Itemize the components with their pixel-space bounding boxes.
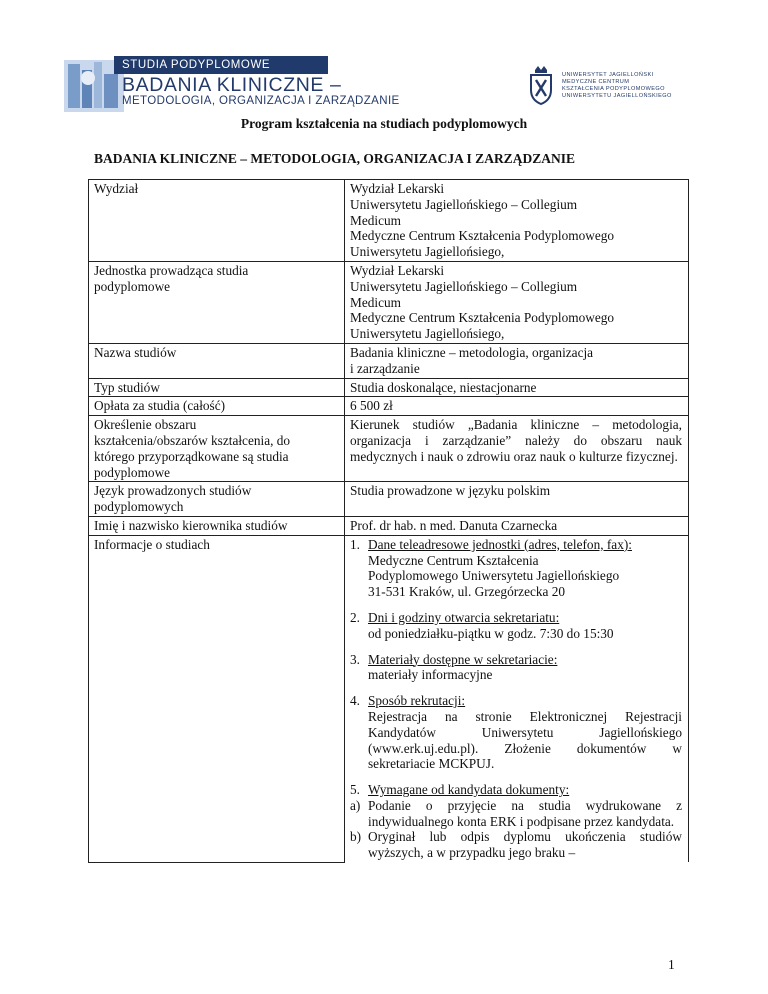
value-line: Uniwersytetu Jagiellońskiego – Collegium	[350, 196, 578, 212]
table-row-typ	[89, 378, 689, 397]
label-line: kształcenia/obszarów kształcenia, do	[94, 432, 291, 448]
uj-line: UNIWERSYTETU JAGIELLOŃSKIEGO	[562, 93, 672, 99]
sub-item	[350, 829, 682, 861]
item-line: materiały informacyjne	[368, 667, 493, 683]
table-row-jezyk	[89, 482, 689, 517]
table-row-obszar	[89, 416, 689, 482]
value-line: Wydział Lekarski	[350, 181, 445, 196]
row-value: 6 500 zł	[345, 397, 689, 416]
row-value: Studia prowadzone w języku polskim	[345, 482, 689, 517]
row-label: Informacje o studiach	[89, 535, 345, 862]
value-line: i zarządzanie	[350, 360, 420, 376]
uj-line: UNIWERSYTET JAGIELLOŃSKI	[562, 72, 654, 78]
sub-item-text: Oryginał lub odpis dyplomu ukończenia studiów wyższych, a w przypadku jego braku –	[368, 829, 682, 861]
studia-banner	[64, 56, 404, 112]
info-list	[350, 537, 682, 861]
row-label: Wydział	[89, 180, 345, 262]
label-line: Język prowadzonych studiów	[94, 483, 252, 499]
banner-subtitle: METODOLOGIA, ORGANIZACJA I ZARZĄDZANIE	[122, 95, 400, 107]
item-number: 2.	[350, 609, 360, 625]
label-line: którego przyporządkowane są studia	[94, 448, 289, 464]
list-item	[350, 782, 682, 798]
row-label: Typ studiów	[89, 378, 345, 397]
table-row-informacje	[89, 535, 689, 862]
value-line: Wydział Lekarski	[350, 262, 445, 278]
item-line: Podyplomowego Uniwersytetu Jagiellońskiego	[368, 568, 620, 584]
row-label: Opłata za studia (całość)	[89, 397, 345, 416]
list-item	[350, 610, 682, 642]
sub-item	[350, 798, 682, 830]
row-value: Prof. dr hab. n med. Danuta Czarnecka	[345, 516, 689, 535]
label-line: podyplomowe	[94, 464, 171, 480]
item-line: 31-531 Kraków, ul. Grzegórzecka 20	[368, 584, 566, 600]
item-heading: Materiały dostępne w sekretariacie:	[368, 651, 558, 667]
table-row-kierownik	[89, 516, 689, 535]
value-line: Medyczne Centrum Kształcenia Podyplomowego	[350, 228, 615, 244]
row-label	[89, 261, 345, 343]
row-value: Kierunek studiów „Badania kliniczne – metodologia, organizacja i zarządzanie” należy do obszaru nauk medycznych i nauk o zdrowiu oraz nauk o kulturze fizycznej.	[345, 416, 689, 482]
sub-item-text: Podanie o przyjęcie na studia wydrukowane z indywidualnego konta ERK i podpisane przez kandydata.	[368, 797, 682, 829]
label-line: Określenie obszaru	[94, 417, 197, 433]
uj-line: KSZTAŁCENIA PODYPLOMOWEGO	[562, 86, 665, 92]
label-line: podyplomowych	[94, 499, 184, 515]
value-line: Medyczne Centrum Kształcenia Podyplomowego	[350, 310, 615, 326]
item-number: 1.	[350, 536, 360, 552]
sub-item-letter: b)	[350, 829, 362, 845]
table-row-wydzial	[89, 180, 689, 262]
row-label	[89, 416, 345, 482]
value-line: Uniwersytetu Jagiellońsiego,	[350, 244, 505, 260]
row-value	[345, 535, 689, 862]
uj-crest-icon	[526, 64, 556, 106]
row-value	[345, 261, 689, 343]
value-line: Medicum	[350, 212, 401, 228]
row-value	[345, 180, 689, 262]
item-heading: Dni i godziny otwarcia sekretariatu:	[368, 609, 560, 625]
label-line: podyplomowe	[94, 278, 171, 294]
row-label: Nazwa studiów	[89, 343, 345, 378]
table-row-oplata	[89, 397, 689, 416]
value-line: Badania kliniczne – metodologia, organizacja	[350, 344, 594, 360]
value-line: Medicum	[350, 294, 401, 310]
row-label	[89, 482, 345, 517]
item-text: Rejestracja na stronie Elektronicznej Rejestracji Kandydatów Uniwersytetu Jagiellońskiego (www.erk.uj.edu.pl). Złożenie dokumentów w sekretariacie MCKPUJ.	[368, 708, 682, 772]
banner-top-label: STUDIA PODYPLOMOWE	[114, 56, 328, 74]
item-line: od poniedziałku-piątku w godz. 7:30 do 15:30	[368, 625, 614, 641]
list-item	[350, 693, 682, 772]
uj-text-block	[562, 72, 672, 100]
uj-line: MEDYCZNE CENTRUM	[562, 79, 630, 85]
item-line: Medyczne Centrum Kształcenia	[368, 552, 539, 568]
list-item	[350, 652, 682, 684]
table-row-nazwa	[89, 343, 689, 378]
header-banner	[64, 56, 676, 112]
row-value	[345, 343, 689, 378]
document-title: BADANIA KLINICZNE – METODOLOGIA, ORGANIZACJA I ZARZĄDZANIE	[94, 151, 575, 166]
sub-item-letter: a)	[350, 797, 361, 813]
document-header: Program kształcenia na studiach podyplomowych	[240, 116, 528, 131]
item-number: 4.	[350, 693, 360, 709]
row-label: Imię i nazwisko kierownika studiów	[89, 516, 345, 535]
page-number: 1	[668, 957, 675, 972]
list-item	[350, 537, 682, 600]
program-table	[88, 179, 689, 863]
value-line: Uniwersytetu Jagiellońskiego – Collegium	[350, 278, 578, 294]
item-heading: Sposób rekrutacji:	[368, 693, 466, 709]
item-heading: Dane teleadresowe jednostki (adres, telefon, fax):	[368, 536, 632, 552]
item-number: 5.	[350, 782, 360, 798]
label-line: Jednostka prowadząca studia	[94, 262, 249, 278]
table-row-jednostka	[89, 261, 689, 343]
item-heading: Wymagane od kandydata dokumenty:	[368, 782, 570, 798]
value-line: Uniwersytetu Jagiellońsiego,	[350, 326, 505, 342]
row-value: Studia doskonalące, niestacjonarne	[345, 378, 689, 397]
item-number: 3.	[350, 651, 360, 667]
banner-title: BADANIA KLINICZNE –	[122, 74, 342, 96]
